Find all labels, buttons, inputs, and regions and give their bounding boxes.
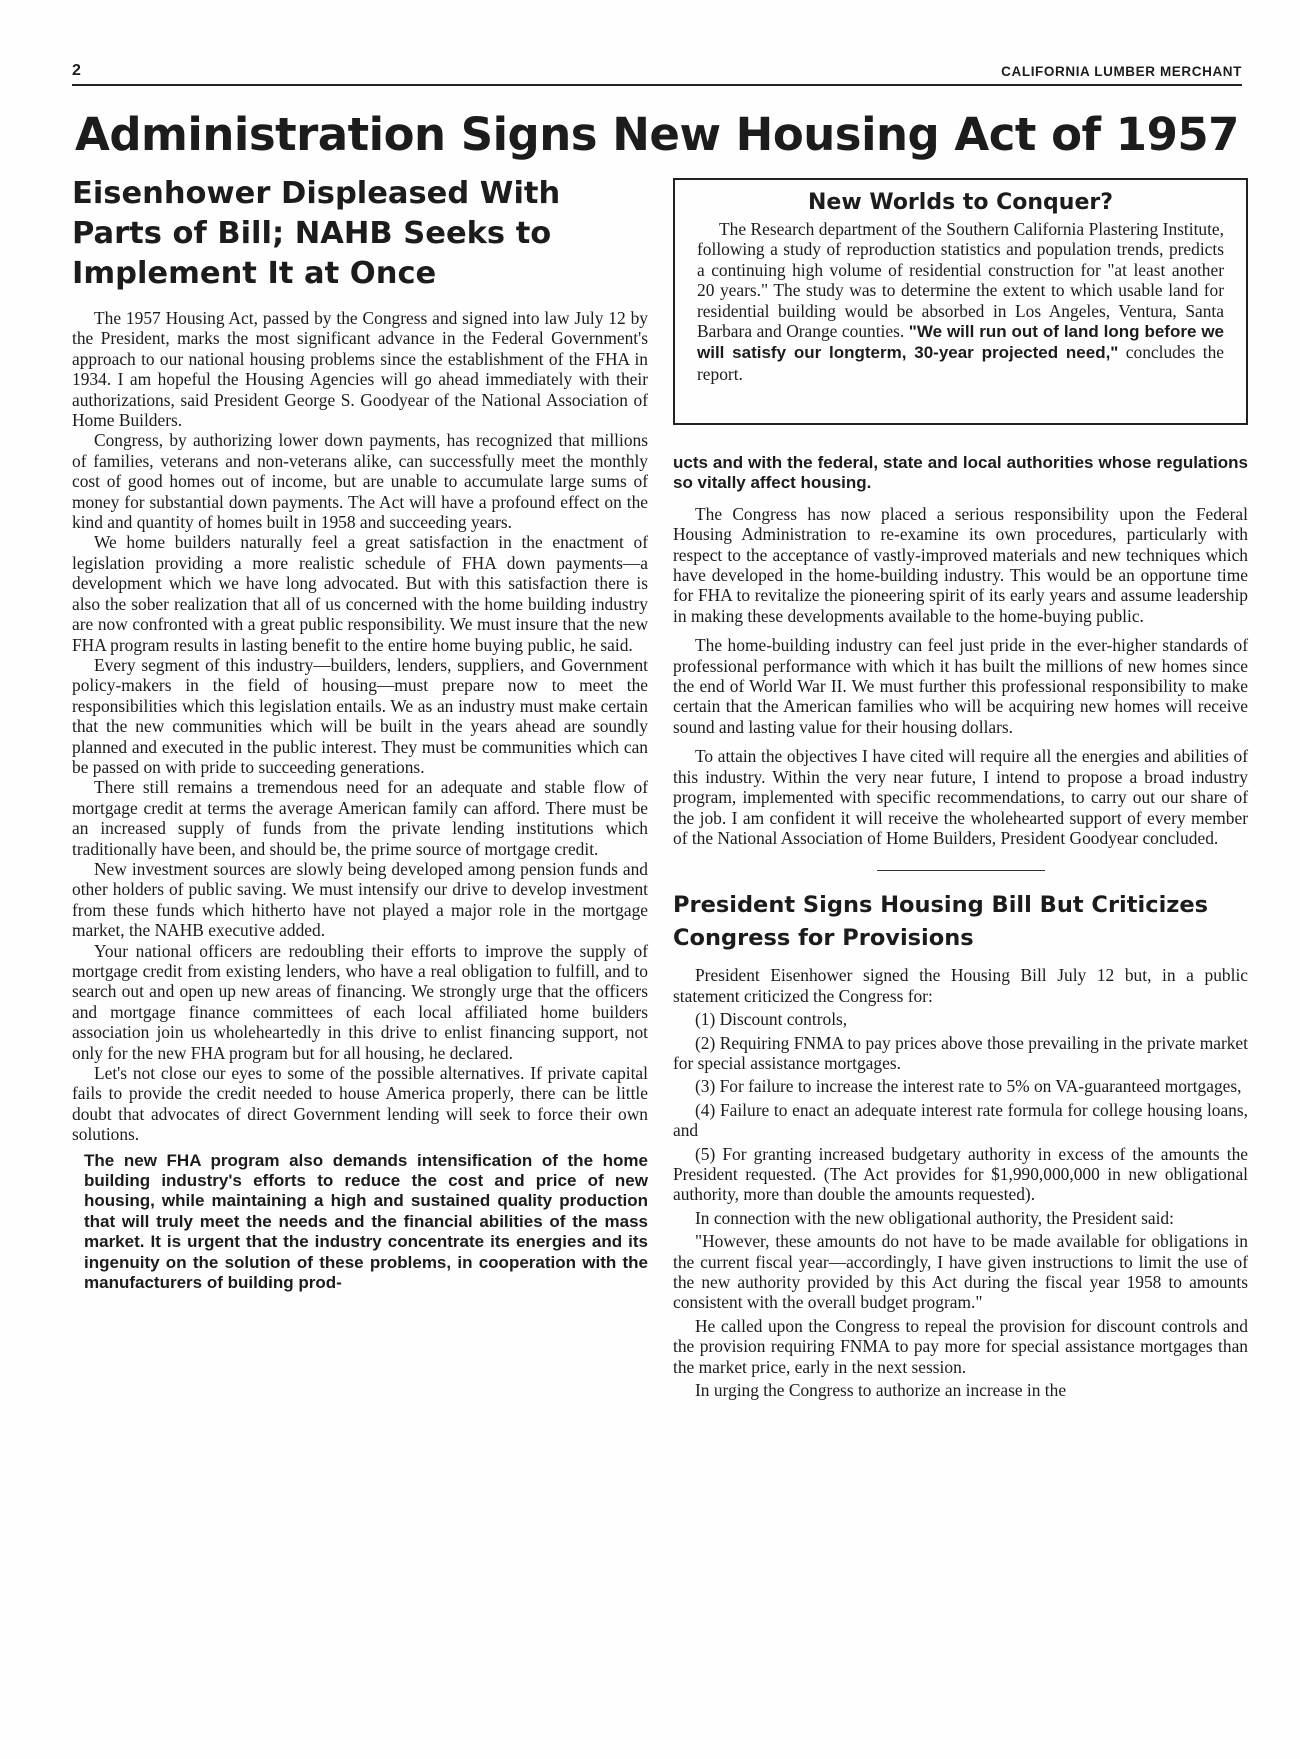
- sidebar-body: The Research department of the Southern California Plastering Institute, following a study of reproduction statistics and population trends, predicts a continuing high volume of residential construction for "at least another 20 years." The study was to determine the extent to which usable land for residential building would be absorbed in Los Angeles, Ventura, Santa Barbara and Orange counties.: [697, 219, 1224, 342]
- article2-paragraph: (5) For granting increased budgetary authority in excess of the amounts the President requested. (The Act provides for $1,990,000,000 in new obligational authority, more than double the amounts requested).: [673, 1143, 1248, 1205]
- article2-paragraph: In connection with the new obligational authority, the President said:: [695, 1207, 1174, 1228]
- article1-paragraph: The 1957 Housing Act, passed by the Congress and signed into law July 12 by the President, marks the most significant advance in the Federal Government's approach to our national housing problems since the establishment of the FHA in 1934. I am hopeful the Housing Agencies will go ahead immediately with their authorizations, said President George S. Goodyear of the National Association of Home Builders.: [72, 308, 648, 431]
- article2-paragraph: In urging the Congress to authorize an increase in the: [695, 1380, 1067, 1401]
- article2-paragraph: (3) For failure to increase the interest rate to 5% on VA-guaranteed mortgages,: [695, 1076, 1242, 1097]
- article1-paragraph: Let's not close our eyes to some of the possible alternatives. If private capital fails to provide the credit needed to house America properly, there can be little doubt that advocates of direct Government lending will seek to force their own solutions.: [72, 1063, 648, 1145]
- article1-paragraph: Congress, by authorizing lower down payments, has recognized that millions of families, veterans and non-veterans alike, can successfully meet the monthly cost of good homes out of income, but are unable to accumulate large sums of money for substantial down payments. The Act will have a profound effect on the kind and quantity of homes built in 1958 and succeeding years.: [72, 430, 648, 533]
- page-number: 2: [72, 62, 81, 79]
- sidebar-end: concludes the report.: [697, 342, 1224, 384]
- article2-body: [673, 965, 1248, 1400]
- article1-paragraph: Your national officers are redoubling their efforts to improve the supply of mortgage credit from existing lenders, who have a real obligation to fulfill, and to search out and open up new areas of financing. We strongly urge that the officers and mortgage finance committees of each local affiliated home builders association join us wholeheartedly in this drive to enlist financing support, not only for the new FHA program but for all housing, he declared.: [72, 940, 648, 1063]
- article1-body: [72, 308, 648, 1145]
- article2-paragraph: "However, these amounts do not have to be made available for obligations in the current fiscal year—accordingly, I have given instructions to limit the use of the new authority provided by this Act during the fiscal year 1958 to amounts consistent with the overall budget program.": [673, 1231, 1248, 1313]
- article1-subhead: Eisenhower Displeased With Parts of Bill; NAHB Seeks to Implement It at Once: [72, 176, 561, 291]
- continuation-lead: ucts and with the federal, state and local authorities whose regulations so vitally affect housing.: [673, 453, 1248, 493]
- continuation-paragraph: The Congress has now placed a serious responsibility upon the Federal Housing Administration to re-examine its own procedures, particularly with respect to the acceptance of vastly-improved materials and new techniques which have developed in the home-building industry. This would be an opportune time for FHA to revitalize the pioneering spirit of its early years and assume leadership in making these developments available to the home-buying public.: [673, 503, 1248, 626]
- sidebar-bold-quote: "We will run out of land long before we will satisfy our longterm, 30-year projected need,": [697, 322, 1225, 363]
- publication-name: CALIFORNIA LUMBER MERCHANT: [1001, 64, 1242, 79]
- article1-paragraph: Every segment of this industry—builders, lenders, suppliers, and Government policy-makers in the field of housing—must prepare now to meet the responsibilities which this legislation entails. We as an industry must make certain that the new communities which will be built in the years ahead are soundly planned and executed in the public interest. They must be communities which can be passed on with pride to succeeding generations.: [72, 654, 648, 777]
- sidebar-text: [697, 219, 1224, 384]
- page-header: [72, 62, 1242, 82]
- article1-paragraph: New investment sources are slowly being developed among pension funds and other holders of public saving. We must intensify our drive to develop investment from these funds which hitherto have not played a major role in the mortgage market, the NAHB executive added.: [72, 858, 648, 941]
- article2-paragraph: (4) Failure to enact an adequate interest rate formula for college housing loans, and: [673, 1099, 1248, 1141]
- header-rule: [72, 84, 1242, 86]
- article1-paragraph: We home builders naturally feel a great satisfaction in the enactment of legislation providing a more realistic schedule of FHA down payments—a development which we have long advocated. But with this satisfaction there is also the sober realization that all of us concerned with the home building industry are now confronted with a great public responsibility. We must insure that the new FHA program results in lasting benefit to the entire home buying public, he said.: [72, 532, 648, 655]
- section-divider: [877, 870, 1045, 871]
- article2-paragraph: He called upon the Congress to repeal the provision for discount controls and the provision requiring FNMA to pay more for special assistance mortgages than the market price, early in the next session.: [673, 1315, 1248, 1377]
- left-column: [72, 174, 648, 1294]
- article1-paragraph: There still remains a tremendous need for an adequate and stable flow of mortgage credit at terms the average American family can afford. There must be an increased supply of funds from the private lending institutions which traditionally have been, and should be, the prime source of mortgage credit.: [72, 777, 648, 859]
- continuation-paragraph: To attain the objectives I have cited will require all the energies and abilities of this industry. Within the very near future, I intend to propose a broad industry program, implemented with specific recommendations, to carry out our share of the job. I am confident it will receive the wholehearted support of every member of the National Association of Home Builders, President Goodyear concluded.: [673, 746, 1248, 848]
- article1-callout: The new FHA program also demands intensification of the home building industry's efforts to reduce the cost and price of new housing, while maintaining a high and sustained quality production that will truly meet the needs and the financial abilities of the mass market. It is urgent that the industry concentrate its energies and its ingenuity on the solution of these problems, in cooperation with the manufacturers of building prod-: [84, 1150, 648, 1293]
- right-column: [673, 178, 1248, 1403]
- article2-subhead: President Signs Housing Bill But Criticizes Congress for Provisions: [673, 892, 1209, 952]
- sidebar-box: [673, 178, 1248, 425]
- article1-continuation: [673, 453, 1248, 848]
- article2-paragraph: (2) Requiring FNMA to pay prices above those prevailing in the private market for special assistance mortgages.: [673, 1032, 1248, 1073]
- continuation-paragraph: The home-building industry can feel just pride in the ever-higher standards of professional performance with which it has built the millions of new homes since the end of World War II. We must further this professional responsibility to make certain that the American families who will be acquiring new homes will receive sound and lasting value for their housing dollars.: [673, 635, 1248, 737]
- article2-paragraph: President Eisenhower signed the Housing Bill July 12 but, in a public statement criticized the Congress for:: [673, 965, 1248, 1006]
- sidebar-title: New Worlds to Conquer?: [808, 190, 1113, 215]
- main-headline: Administration Signs New Housing Act of 1957: [75, 108, 1239, 161]
- article2-paragraph: (1) Discount controls,: [695, 1009, 848, 1030]
